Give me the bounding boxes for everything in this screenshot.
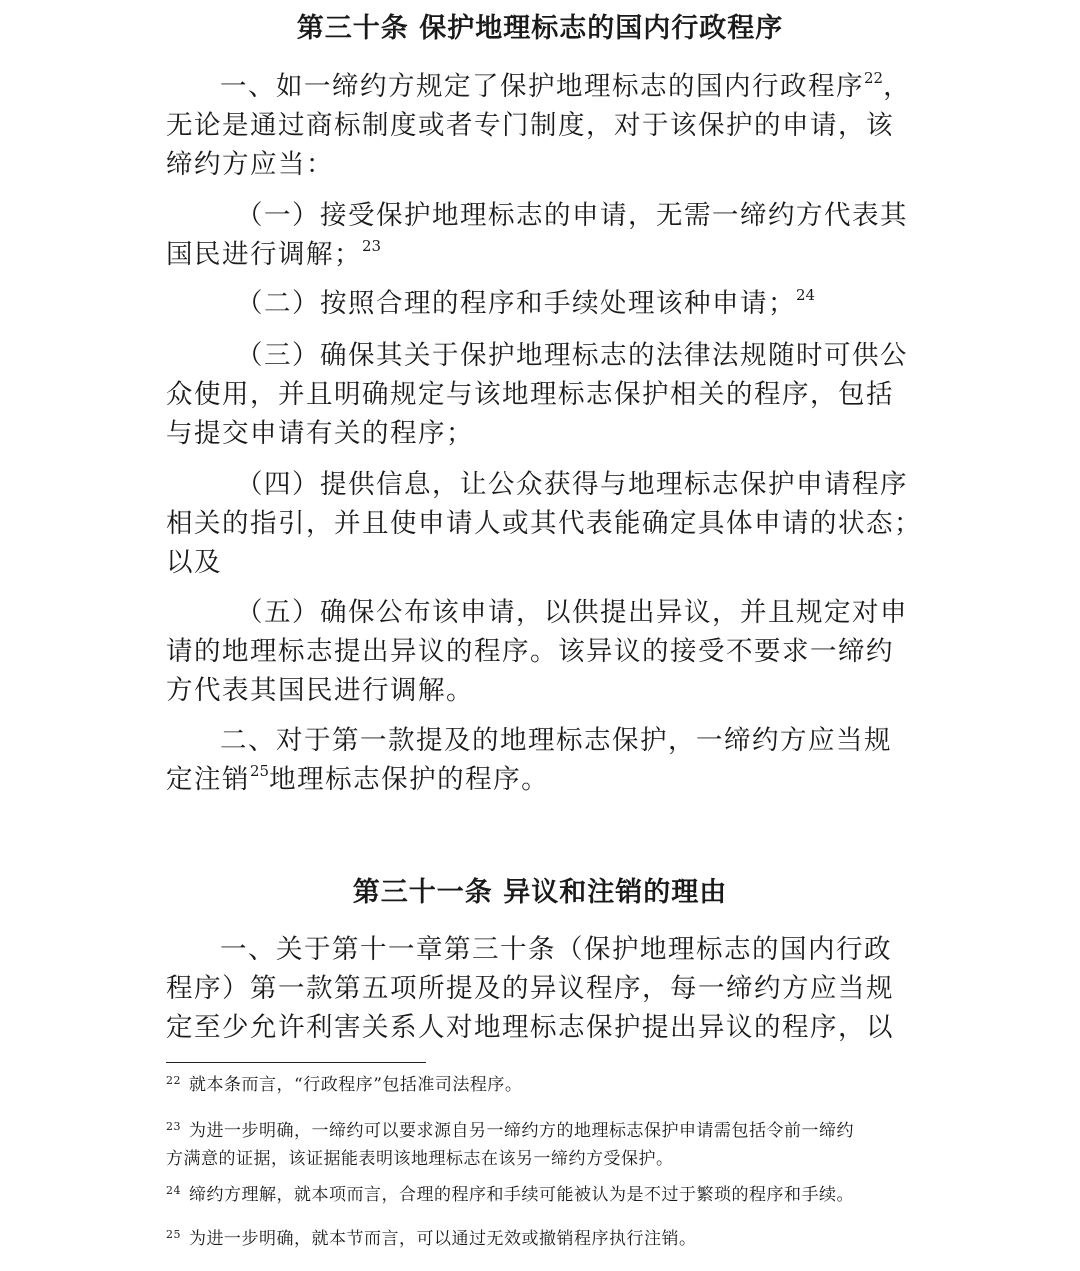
article-30-item-5 [166,593,926,710]
footnote-line: $^{24}$ 缔约方理解，就本项而言，合理的程序和手续可能被认为是不过于繁琐的程序和手续。 [166,1184,854,1205]
footnote-ref-23[interactable]: 23 [362,237,382,255]
paragraph-line: 一、如一缔约方规定了保护地理标志的国内行政程序$^{22}$， [220,69,912,102]
footnote-number: 23 [166,1120,181,1133]
paragraph-line: 无论是通过商标制度或者专门制度，对于该保护的申请，该 [166,110,894,141]
paragraph-line: （五）确保公布该申请，以供提出异议，并且规定对申 [236,597,908,628]
paragraph-line: 二、对于第一款提及的地理标志保护，一缔约方应当规 [220,725,892,756]
footnote-line: $^{22}$ 就本条而言，“行政程序”包括准司法程序。 [166,1074,523,1095]
footnote-23 [166,1117,926,1173]
paragraph-line: 以及 [166,547,222,578]
article-30-title: 第三十条 保护地理标志的国内行政程序 [296,13,784,44]
footnote-ref-22[interactable]: 22 [864,69,884,87]
paragraph-line: 定注销$^{25}$地理标志保护的程序。 [166,762,550,795]
article-31-title: 第三十一条 异议和注销的理由 [352,877,728,908]
paragraph-line: 相关的指引，并且使申请人或其代表能确定具体申请的状态； [166,508,922,539]
footnote-divider [166,1062,426,1063]
footnote-line: $^{25}$ 为进一步明确，就本节而言，可以通过无效或撤销程序执行注销。 [166,1228,697,1249]
paragraph-line: 程序）第一款第五项所提及的异议程序，每一缔约方应当规 [166,973,894,1004]
paragraph-line: 国民进行调解；$^{23}$ [166,237,382,270]
article-30-item-2 [166,284,926,323]
paragraph-line: 众使用，并且明确规定与该地理标志保护相关的程序，包括 [166,379,894,410]
footnote-number: 22 [166,1074,181,1087]
article-30-item-4 [166,465,926,582]
paragraph-line: 定至少允许利害关系人对地理标志保护提出异议的程序，以 [166,1012,894,1043]
paragraph-line: （一）接受保护地理标志的申请，无需一缔约方代表其 [236,200,908,231]
footnote-line: 方满意的证据，该证据能表明该地理标志在该另一缔约方受保护。 [166,1149,674,1169]
footnote-number: 24 [166,1184,181,1197]
article-30-item-1 [166,196,926,274]
paragraph-line: （三）确保其关于保护地理标志的法律法规随时可供公 [236,340,908,371]
footnote-ref-25[interactable]: 25 [250,762,270,780]
paragraph-line: （四）提供信息，让公众获得与地理标志保护申请程序 [236,469,908,500]
footnote-22 [166,1071,926,1099]
paragraph-line: 请的地理标志提出异议的程序。该异议的接受不要求一缔约 [166,636,894,667]
paragraph-line: 缔约方应当： [166,149,334,180]
article-30-paragraph-1 [166,67,926,184]
footnote-24 [166,1181,926,1209]
article-30-item-3 [166,336,926,453]
footnote-number: 25 [166,1228,181,1241]
paragraph-line: 一、关于第十一章第三十条（保护地理标志的国内行政 [220,934,892,965]
footnote-ref-24[interactable]: 24 [796,286,816,304]
footnote-line: $^{23}$ 为进一步明确，一缔约可以要求源自另一缔约方的地理标志保护申请需包括令前一缔约 [166,1120,854,1141]
paragraph-line: 方代表其国民进行调解。 [166,675,474,706]
article-31-paragraph-1 [166,930,926,1047]
footnote-25 [166,1225,926,1253]
paragraph-line: 与提交申请有关的程序； [166,418,474,449]
article-30-paragraph-2 [166,721,926,799]
paragraph-line: （二）按照合理的程序和手续处理该种申请；$^{24}$ [236,286,816,319]
